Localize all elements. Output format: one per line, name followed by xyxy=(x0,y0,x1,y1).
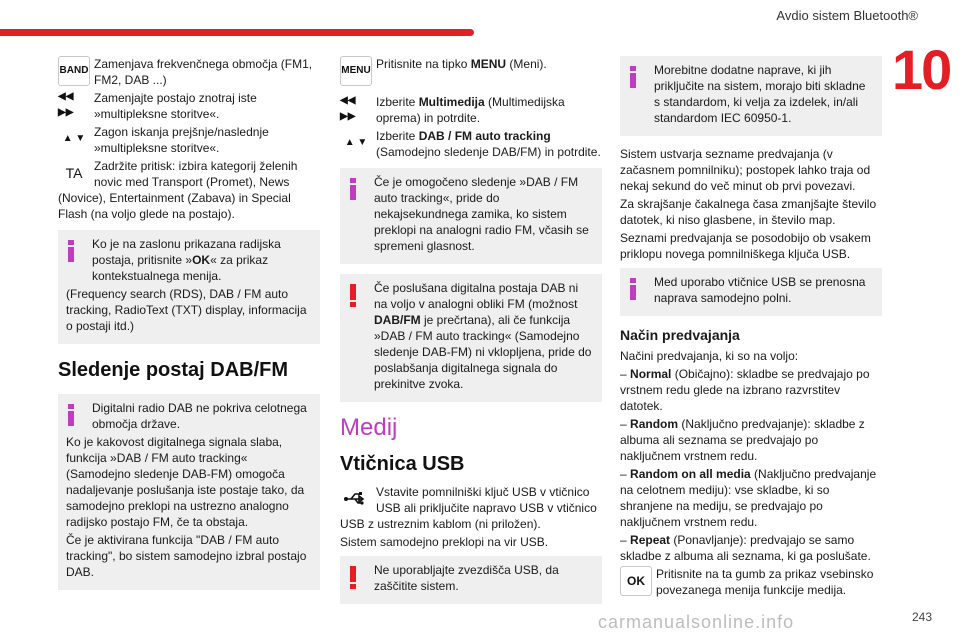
chapter-number: 10 xyxy=(892,38,951,101)
info-icon xyxy=(68,240,74,262)
info-text: Morebitne dodatne naprave, ki jih priključite na sistem, morajo biti skladne s standardom, ki velja za izdelek, in/ali standardom IEC 60950-1. xyxy=(654,63,866,125)
updown-row xyxy=(58,124,320,156)
column-left xyxy=(58,56,320,600)
band-button-icon: BAND xyxy=(58,56,90,86)
section-heading-usb: Vtičnica USB xyxy=(340,453,465,475)
info-box-iec xyxy=(620,56,882,136)
seek-description: Zamenjajte postajo znotraj iste »multipleksne storitve«. xyxy=(94,91,257,121)
info-text: Digitalni radio DAB ne pokriva celotnega območja države. xyxy=(92,401,307,431)
info-icon xyxy=(350,178,356,200)
ok-button-icon: OK xyxy=(620,566,652,596)
page-header-title: Avdio sistem Bluetooth® xyxy=(776,8,918,23)
usb-icon xyxy=(340,484,372,514)
section-heading-dab-fm: Sledenje postaj DAB/FM xyxy=(58,359,289,381)
usb-auto-switch: Sistem samodejno preklopi na vir USB. xyxy=(340,535,549,549)
seek-arrows-icon: ◀◀ ▶▶ xyxy=(340,94,372,124)
up-down-arrows-icon: ▲ ▼ xyxy=(58,124,90,154)
tracking-row xyxy=(340,128,602,160)
shorten-wait-paragraph: Za skrajšanje čakalnega časa zmanjšajte število datotek, ki niso glasbene, in število map. xyxy=(620,197,877,227)
info-text: Če je omogočeno sledenje »DAB / FM auto tracking«, pride do nekajsekundnega zamika, ko sistem preklopi na analogni radio FM, včasih se spremeni glasnost. xyxy=(374,175,589,253)
warning-box-usb-hub xyxy=(340,556,602,604)
info-box-delay xyxy=(340,168,602,264)
playlist-update-paragraph: Seznami predvajanja se posodobijo ob vsakem priklopu novega pomnilniškega ključa USB. xyxy=(620,231,871,261)
ta-row xyxy=(58,158,320,222)
ta-description: Zadržite pritisk: izbira kategorij želenih novic med Transport (Promet), News (Novice), Entertainment (Zabava) in Special Flash (na voljo glede na postajo). xyxy=(58,159,298,221)
info-icon xyxy=(630,66,636,88)
page-number: 243 xyxy=(911,610,932,624)
tracking-instruction: Izberite DAB / FM auto tracking (Samodejno sledenje DAB/FM) in potrdite. xyxy=(376,129,601,159)
multimedia-instruction: Izberite Multimedija (Multimedijska oprema) in potrdite. xyxy=(376,95,565,125)
ta-button-icon: TA xyxy=(58,158,90,188)
info-text: Če je aktivirana funkcija "DAB / FM auto tracking", bo sistem samodejno izbral postajo DAB. xyxy=(66,533,307,579)
play-mode-repeat: – Repeat (Ponavljanje): predvajajo se samo skladbe z albuma ali seznama, ki ga poslušate. xyxy=(620,533,871,563)
band-row xyxy=(58,56,320,88)
band-description: Zamenjava frekvenčnega območja (FM1, FM2, DAB ...) xyxy=(94,57,313,87)
warning-icon xyxy=(350,566,356,588)
info-box-dab-tracking xyxy=(58,394,320,590)
usb-row xyxy=(340,484,602,532)
info-box-context-menu xyxy=(58,230,320,344)
usb-instruction: Vstavite pomnilniški ključ USB v vtičnico USB ali priključite napravo USB v vtičnico USB z ustreznim kablom (ni priložen). xyxy=(340,485,597,531)
play-mode-random: – Random (Naključno predvajanje): skladbe z albuma ali seznama se predvajajo po naključnem vrstnem redu. xyxy=(620,417,865,463)
header-red-bar xyxy=(0,29,474,36)
ok-instruction: Pritisnite na ta gumb za prikaz vsebinsko povezanega menija funkcije medija. xyxy=(656,567,874,597)
info-text: Ko je na zaslonu prikazana radijska postaja, pritisnite »OK« za prikaz kontekstualnega menija. xyxy=(92,237,281,283)
play-mode-intro: Načini predvajanja, ki so na voljo: xyxy=(620,349,799,363)
column-middle xyxy=(340,56,602,614)
info-icon xyxy=(68,404,74,426)
menu-instruction: Pritisnite na tipko MENU (Meni). xyxy=(376,57,547,71)
seek-arrows-icon: ◀◀ ▶▶ xyxy=(58,90,90,120)
playlist-paragraph: Sistem ustvarja sezname predvajanja (v začasnem pomnilniku); postopek lahko traja od nekaj sekund do več minut ob prvi povezavi. xyxy=(620,147,871,193)
info-text-options: (Frequency search (RDS), DAB / FM auto tracking, RadioText (TXT) display, informacija o postaji itd.) xyxy=(66,287,307,333)
watermark: carmanualsonline.info xyxy=(598,612,795,632)
multimedia-row xyxy=(340,94,602,126)
info-icon xyxy=(630,278,636,300)
updown-description: Zagon iskanja prejšnje/naslednje »multipleksne storitve«. xyxy=(94,125,269,155)
up-down-arrows-icon: ▲ ▼ xyxy=(340,128,372,158)
play-mode-normal: – Normal (Običajno): skladbe se predvajajo po vrstnem redu glede na izbrano razvrstitev datotek. xyxy=(620,367,870,413)
column-right xyxy=(620,56,882,600)
warning-icon xyxy=(350,284,356,306)
seek-row xyxy=(58,90,320,122)
info-box-charging xyxy=(620,268,882,316)
warning-box-dab xyxy=(340,274,602,402)
info-text: Ko je kakovost digitalnega signala slaba, funkcija »DAB / FM auto tracking« (Samodejno sledenje DAB-FM) omogoča nadaljevanje poslušanja iste postaje tako, da samodejno preklopi na ustrezno analogno radijsko postajo FM, če ta obstaja. xyxy=(66,435,305,529)
ok-row xyxy=(620,566,882,598)
info-text: Med uporabo vtičnice USB se prenosna naprava samodejno polni. xyxy=(654,275,866,305)
section-title-media: Medij xyxy=(340,414,398,441)
menu-row xyxy=(340,56,602,88)
play-mode-random-all: – Random on all media (Naključno predvajanje na celotnem mediju): vse skladbe, ki so shranjene na mediju, se predvajajo po naključnem vrstnem redu. xyxy=(620,467,877,529)
menu-button-icon: MENU xyxy=(340,56,372,86)
warning-text: Ne uporabljajte zvezdišča USB, da zaščitite sistem. xyxy=(374,563,559,593)
warning-text: Če poslušana digitalna postaja DAB ni na voljo v analogni obliki FM (možnost DAB/FM je prečrtana), ali če funkcija »DAB / FM auto tracking« (Samodejno sledenje DAB-FM) ni vklopljena, pride do poslabšanja digitalnega signala do prekinitve zvoka. xyxy=(374,281,592,391)
section-heading-play-mode: Način predvajanja xyxy=(620,327,740,343)
